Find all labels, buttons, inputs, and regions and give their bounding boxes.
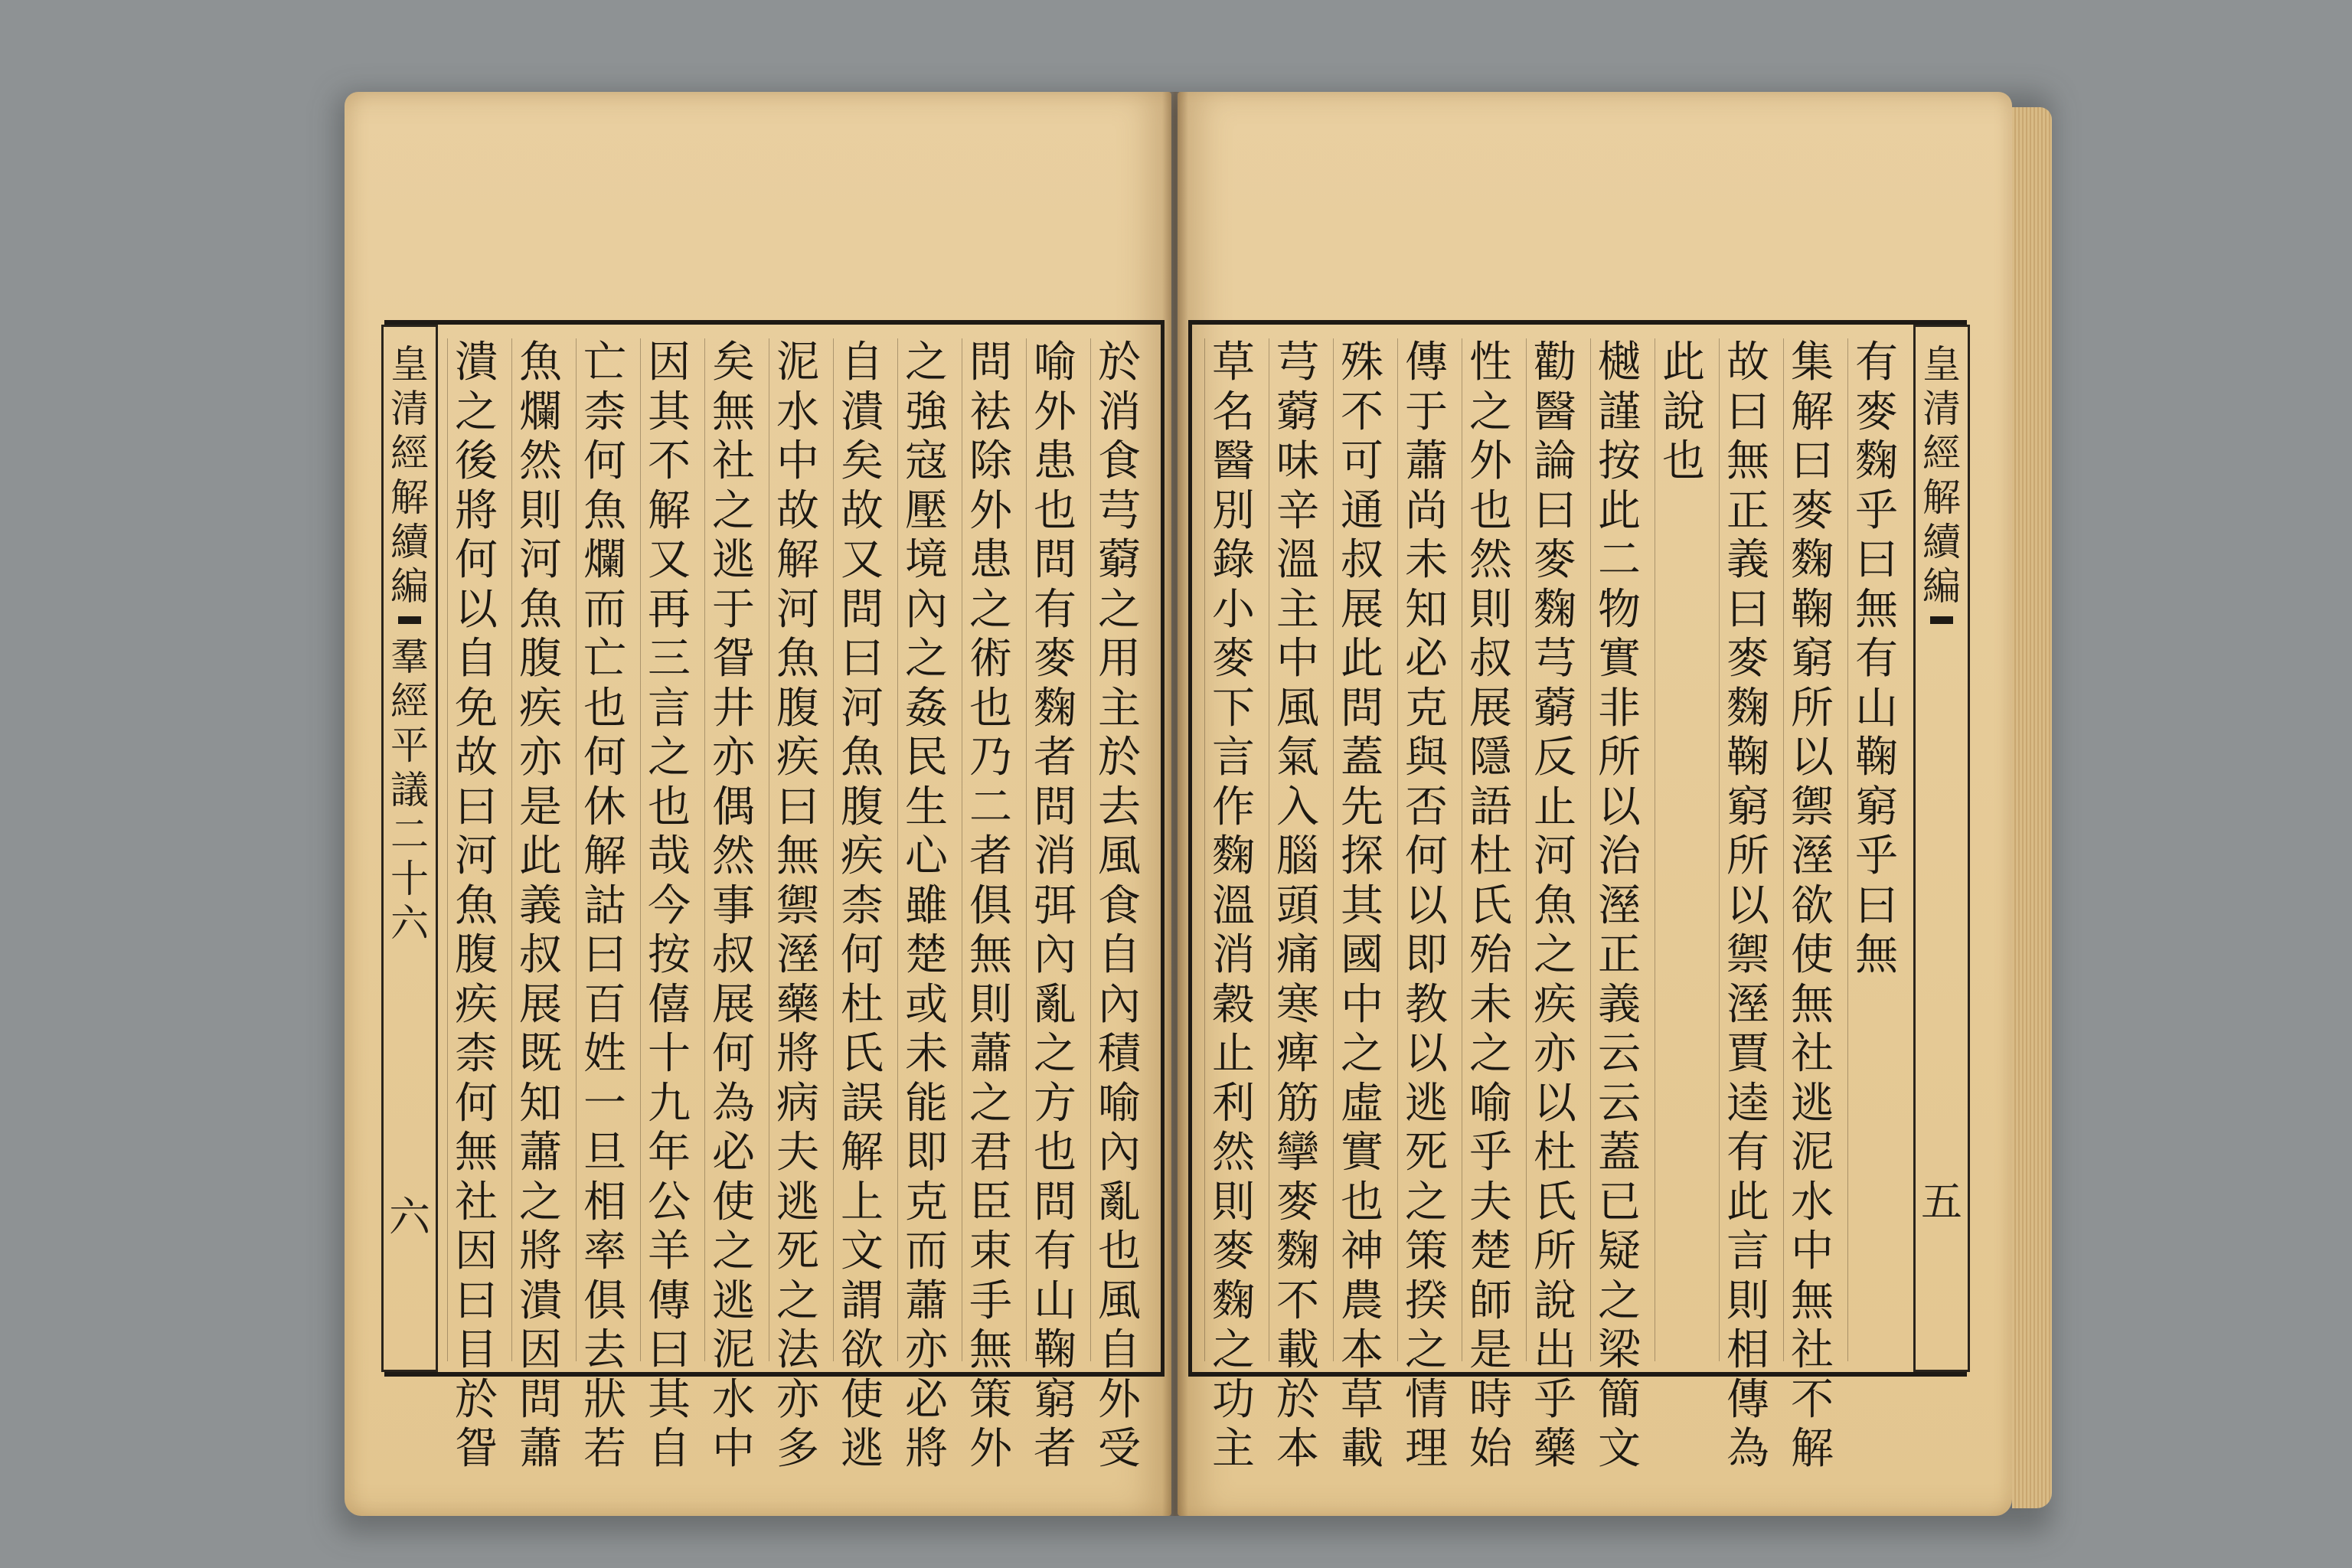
text-column: 性 之 外 也 然 則 叔 展 隱 語 杜 氏 殆 未 之 喻 乎 夫 楚 師 是 時 始	[1462, 338, 1519, 1361]
text-column: 有 麥 麴 乎 曰 無 有 山 鞠 窮 乎 曰 無	[1847, 338, 1905, 1361]
fishtail-mark	[398, 616, 421, 624]
text-column: 草 名 醫 別 錄 小 麥 下 言 作 麴 溫 消 穀 止 利 然 則 麥 麴 之 功 主	[1204, 338, 1262, 1361]
left-text-frame	[384, 320, 1165, 1474]
text-column: 因 其 不 解 又 再 三 言 之 也 哉 今 按 僖 十 九 年 公 羊 傳 曰 其 自	[640, 338, 697, 1361]
left-banxin-title: 皇 清 經 解 續 編 羣 經 平 議 二 十 六	[390, 342, 429, 946]
right-banxin	[1913, 325, 1970, 1372]
text-column: 故 曰 無 正 義 曰 麥 麴 鞠 窮 所 以 禦 溼 賈 逵 有 此 言 則 相 傳 為	[1719, 338, 1776, 1361]
book-gutter	[1162, 92, 1188, 1516]
text-column: 問 袪 除 外 患 之 術 也 乃 二 者 俱 無 則 蕭 之 君 臣 束 手 無 策 外	[962, 338, 1019, 1361]
text-column: 自 潰 矣 故 又 問 曰 河 魚 腹 疾 柰 何 杜 氏 誤 解 上 文 謂 欲 使 逃	[833, 338, 890, 1361]
text-column: 樾 謹 按 此 二 物 實 非 所 以 治 溼 正 義 云 云 蓋 已 疑 之 梁 簡 文	[1590, 338, 1648, 1361]
right-leaf-number: 五	[1921, 1178, 1962, 1226]
fishtail-mark	[1930, 616, 1953, 624]
text-column: 勸 醫 論 曰 麥 麴 芎 藭 反 止 河 魚 之 疾 亦 以 杜 氏 所 說 出 乎 藥	[1526, 338, 1583, 1361]
text-column: 之 強 寇 壓 境 內 之 姦 民 生 心 雖 楚 或 未 能 即 克 而 蕭 亦 必 將	[897, 338, 955, 1361]
text-column: 傳 于 蕭 尚 未 知 必 克 與 否 何 以 即 教 以 逃 死 之 策 揆 之 情 理	[1397, 338, 1455, 1361]
text-column: 於 消 食 芎 藭 之 用 主 於 去 風 食 自 內 積 喻 內 亂 也 風 自 外 受	[1090, 338, 1148, 1361]
text-column: 魚 爛 然 則 河 魚 腹 疾 亦 是 此 義 叔 展 既 知 蕭 之 將 潰 因 問 蕭	[511, 338, 569, 1361]
left-leaf-number: 六	[389, 1193, 430, 1241]
text-column: 此 說 也	[1655, 338, 1712, 1361]
text-column: 泥 水 中 故 解 河 魚 腹 疾 曰 無 禦 溼 藥 將 病 夫 逃 死 之 法 亦 多	[769, 338, 826, 1361]
left-banxin	[381, 325, 438, 1372]
text-column: 矣 無 社 之 逃 于 眢 井 亦 偶 然 事 叔 展 何 為 必 使 之 逃 泥 水 中	[704, 338, 762, 1361]
right-banxin-title: 皇 清 經 解 續 編	[1916, 342, 1968, 635]
text-column: 亡 柰 何 魚 爛 而 亡 也 何 休 解 詁 曰 百 姓 一 旦 相 率 俱 去 狀 若	[576, 338, 633, 1361]
text-column: 殊 不 可 通 叔 展 此 問 蓋 先 探 其 國 中 之 虛 實 也 神 農 本 草 載	[1333, 338, 1390, 1361]
text-column: 喻 外 患 也 問 有 麥 麴 者 問 消 弭 內 亂 之 方 也 問 有 山 鞠 窮 者	[1026, 338, 1083, 1361]
text-column: 潰 之 後 將 何 以 自 免 故 曰 河 魚 腹 疾 柰 何 無 社 因 曰 目 於 眢	[447, 338, 505, 1361]
text-column: 集 解 曰 麥 麴 鞠 窮 所 以 禦 溼 欲 使 無 社 逃 泥 水 中 無 社 不 解	[1783, 338, 1841, 1361]
right-text-frame	[1188, 320, 1967, 1474]
page-edges	[2012, 107, 2052, 1508]
text-column: 芎 藭 味 辛 溫 主 中 風 氣 入 腦 頭 痛 寒 痺 筋 攣 麥 麴 不 載 於 本	[1269, 338, 1326, 1361]
